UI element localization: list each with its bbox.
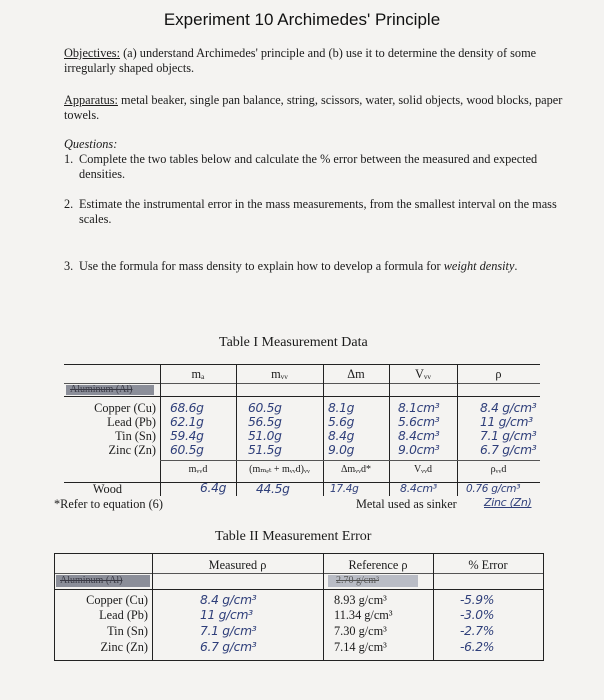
cell-rhowd: 0.76 g/cm³ — [466, 483, 521, 495]
question-number: 1. — [64, 152, 74, 166]
header-mmet: (mₘₑₜ + mᵥᵥd)ᵥᵥ — [249, 464, 310, 475]
cell-vw: 9.0cm³ — [398, 443, 440, 457]
cell-dm: 8.4g — [328, 429, 355, 443]
cell-dmwd: 17.4g — [330, 483, 359, 495]
header-vwd: Vᵥᵥd — [413, 464, 433, 475]
cell-rho: 6.7 g/cm³ — [480, 443, 537, 457]
cell-ma: 62.1g — [170, 415, 204, 429]
question-text: Estimate the instrumental error in the mass measurements, from the smallest interval on the mass scales. — [79, 197, 557, 226]
cell-vw: 5.6cm³ — [398, 415, 440, 429]
cell-rho: 8.4 g/cm³ — [480, 401, 537, 415]
sinker-value: Zinc (Zn) — [484, 496, 532, 509]
apparatus-label: Apparatus: — [64, 93, 118, 107]
cell-dm: 9.0g — [328, 443, 355, 457]
table2-title: Table II Measurement Error — [215, 529, 372, 544]
questions-label: Questions: — [64, 137, 118, 151]
header-dm: Δm — [347, 367, 365, 381]
cell-reference: 8.93 g/cm³ — [334, 593, 387, 607]
row-label: Tin (Sn) — [107, 624, 148, 638]
cell-ma: 60.5g — [170, 443, 204, 457]
header-mwd: mᵥᵥd — [188, 464, 208, 475]
row-label: Lead (Pb) — [99, 608, 148, 622]
header-vw: Vᵥᵥ — [414, 367, 432, 381]
cell-ma: 59.4g — [170, 429, 204, 443]
row-label: Copper (Cu) — [86, 593, 148, 607]
header-reference: Reference ρ — [348, 558, 408, 572]
question-3 — [64, 259, 564, 291]
row-label: Copper (Cu) — [94, 401, 156, 415]
cell-measured: 7.1 g/cm³ — [200, 624, 257, 638]
objectives-label: Objectives: — [64, 46, 121, 60]
row-label: Zinc (Zn) — [100, 640, 148, 654]
question-number: 2. — [64, 197, 74, 211]
cell-reference: 7.14 g/cm³ — [334, 640, 387, 654]
header-mw: mᵥᵥ — [271, 367, 288, 381]
cell-error: -2.7% — [460, 624, 495, 638]
page-title: Experiment 10 Archimedes' Principle — [163, 10, 441, 29]
row-label: Zinc (Zn) — [108, 443, 156, 457]
row-label: Lead (Pb) — [107, 415, 156, 429]
objectives — [64, 46, 564, 76]
question-2 — [64, 197, 564, 229]
cell-mmet: 44.5g — [256, 482, 290, 496]
cell-rho: 11 g/cm³ — [480, 415, 533, 429]
apparatus-text: metal beaker, single pan balance, string, scissors, water, solid objects, wood blocks, paper towels. — [64, 93, 563, 122]
cell-ma: 68.6g — [170, 401, 204, 415]
row-label: Tin (Sn) — [115, 429, 156, 443]
table1-title: Table I Measurement Data — [219, 335, 368, 350]
cell-mw: 60.5g — [248, 401, 282, 415]
cell-mwd: 6.4g — [200, 481, 227, 495]
question-text: Use the formula for mass density to explain how to develop a formula for weight density. — [79, 259, 518, 273]
question-text: Complete the two tables below and calculate the % error between the measured and expected densities. — [79, 152, 538, 181]
cell-measured: 8.4 g/cm³ — [200, 593, 257, 607]
cell-vw: 8.1cm³ — [398, 401, 440, 415]
objectives-text: (a) understand Archimedes' principle and (b) use it to determine the density of some irregularly shaped objects. — [64, 46, 537, 75]
cell-error: -6.2% — [460, 640, 495, 654]
cell-error: -3.0% — [460, 608, 495, 622]
cell-vw: 8.4cm³ — [398, 429, 440, 443]
header-measured: Measured ρ — [208, 558, 267, 572]
cell-measured: 11 g/cm³ — [200, 608, 253, 622]
header-rhowd: ρᵥᵥd — [490, 464, 507, 475]
cell-dm: 5.6g — [328, 415, 355, 429]
header-dmwd: Δmᵥᵥd* — [340, 464, 372, 475]
header-error: % Error — [468, 558, 508, 572]
cell-vwd: 8.4cm³ — [400, 482, 437, 495]
apparatus — [64, 93, 564, 123]
cell-dm: 8.1g — [328, 401, 355, 415]
cell-measured: 6.7 g/cm³ — [200, 640, 257, 654]
cell-mw: 51.5g — [248, 443, 282, 457]
sinker-label: Metal used as sinker — [356, 497, 457, 511]
cell-mw: 51.0g — [248, 429, 282, 443]
table1-footnote: *Refer to equation (6) — [54, 497, 163, 511]
cell-reference: 7.30 g/cm³ — [334, 624, 387, 638]
cell-error: -5.9% — [460, 593, 495, 607]
question-number: 3. — [64, 259, 74, 273]
header-ma: mₐ — [191, 367, 205, 381]
question-1 — [64, 152, 564, 184]
row-label: Wood — [92, 482, 122, 496]
header-rho: ρ — [495, 367, 502, 381]
cell-mw: 56.5g — [248, 415, 282, 429]
cell-reference: 11.34 g/cm³ — [334, 608, 393, 622]
cell-rho: 7.1 g/cm³ — [480, 429, 537, 443]
